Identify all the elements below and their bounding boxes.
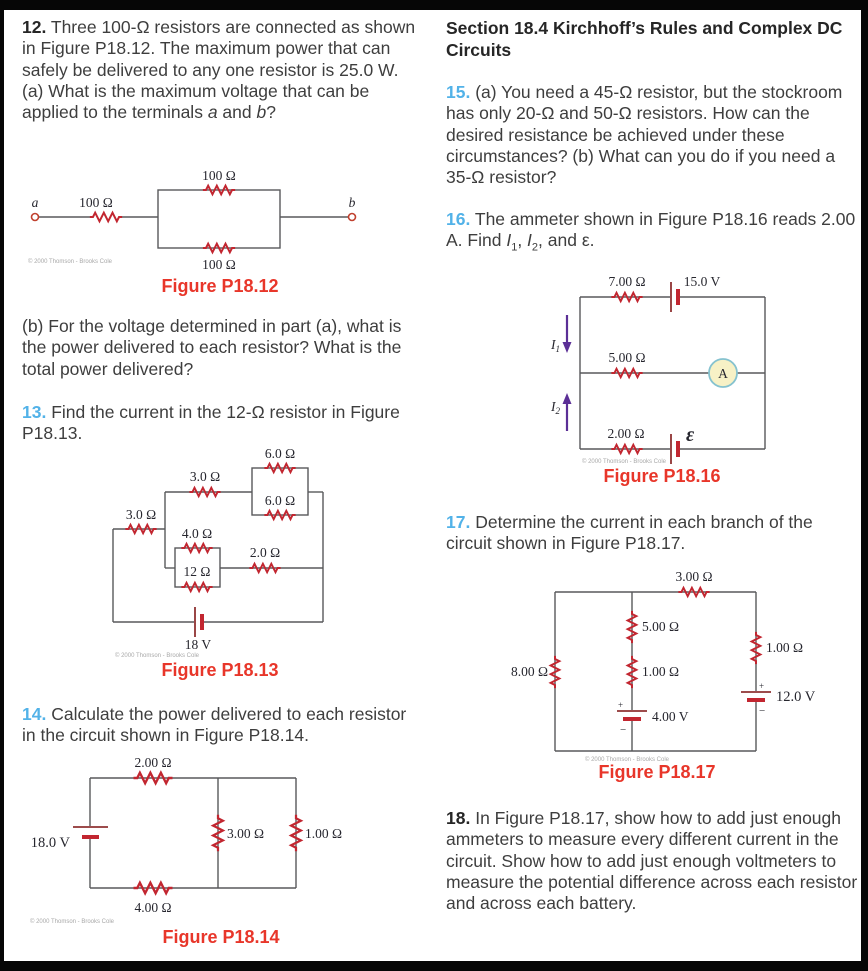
terminal-a: [32, 214, 39, 221]
resistor-label: 1.00 Ω: [305, 826, 343, 841]
resistor-label: 8.00 Ω: [510, 664, 548, 679]
figure-p18-14-caption: Figure P18.14: [162, 927, 280, 947]
current-i1-label: $I_1$: [551, 337, 560, 354]
problem-15: [446, 82, 860, 188]
terminal-b: [349, 214, 356, 221]
problem-12-number: 12.: [22, 17, 47, 37]
problem-17-text: Determine the current in each branch of the circuit shown in Figure P18.17.: [446, 512, 813, 554]
minus-sign: −: [759, 705, 766, 717]
frame-left: [0, 10, 4, 961]
battery-label: 18.0 V: [30, 835, 70, 851]
problem-12: 12. Three 100-Ω resistors are connected as shown in Figure P18.12. The maximum power that can safely be delivered to any one resistor is 25.0 W. (a) What is the maximum voltage that can be applied to the terminals a and b?: [22, 17, 416, 123]
resistor-label: 2.0 Ω: [249, 545, 281, 560]
resistor-label: 5.00 Ω: [608, 350, 646, 365]
resistor-label: 3.00 Ω: [675, 570, 713, 584]
figure-p18-16-caption: Figure P18.16: [603, 466, 721, 486]
problem-16-text: The ammeter shown in Figure P18.16 reads 2.00 A. Find: [446, 209, 856, 251]
figure-p18-12-circuit: [10, 163, 420, 275]
current-i1-ref: I: [506, 230, 512, 251]
problem-17: [446, 512, 860, 555]
battery-label: 18 V: [184, 637, 212, 652]
battery-label: 4.00 V: [652, 709, 689, 724]
figure-p18-14-circuit: [20, 755, 365, 927]
battery-label: 15.0 V: [683, 274, 721, 289]
figure-p18-17-circuit: [505, 570, 830, 765]
resistor-label: 3.00 Ω: [227, 826, 265, 841]
section-heading: Section 18.4 Kirchhoff’s Rules and Complex DC Circuits: [446, 18, 843, 60]
frame-top: [0, 0, 868, 10]
problem-15-number: 15.: [446, 82, 471, 102]
resistor-label: 100 Ω: [202, 257, 236, 272]
problem-14-number: 14.: [22, 704, 47, 724]
resistor-label: 2.00 Ω: [607, 426, 645, 441]
copyright: © 2000 Thomson - Brooks Cole: [115, 653, 200, 659]
resistor-label: 4.0 Ω: [181, 526, 213, 541]
figure-p18-13-circuit: [90, 445, 380, 659]
terminal-a-label: a: [31, 195, 39, 210]
resistor-label: 5.00 Ω: [642, 619, 680, 634]
problem-13-text: Find the current in the 12-Ω resistor in Figure P18.13.: [22, 402, 400, 444]
resistor-label: 3.0 Ω: [125, 507, 157, 522]
figure-p18-12-caption: Figure P18.12: [161, 276, 279, 296]
resistor-label: 6.0 Ω: [264, 446, 296, 461]
arrowhead-down-icon: [563, 342, 572, 353]
resistor-label: 3.0 Ω: [189, 469, 221, 484]
problem-18-text: In Figure P18.17, show how to add just enough ammeters to measure every different current in the circuit. Show how to add just enough voltmeters to measure the potential difference across each resistor and across each battery.: [446, 808, 858, 914]
resistor-label: 1.00 Ω: [766, 640, 804, 655]
figure-p18-13-caption: Figure P18.13: [161, 660, 279, 680]
resistor-label: 6.0 Ω: [264, 493, 296, 508]
problem-18-number: 18.: [446, 808, 471, 828]
copyright: © 2000 Thomson - Brooks Cole: [30, 919, 115, 925]
problem-12-text: Three 100-Ω resistors are connected as shown in Figure P18.12. The maximum power that can safely be delivered to any one resistor is 25.0 W. (a) What is the maximum voltage that can be applied to the terminals: [22, 17, 416, 123]
plus-sign: +: [759, 681, 765, 691]
emf-label: ε: [686, 424, 695, 446]
emf-ref: ε: [581, 230, 590, 251]
copyright: © 2000 Thomson - Brooks Cole: [582, 459, 667, 465]
minus-sign: −: [620, 724, 627, 736]
problem-16-number: 16.: [446, 209, 471, 229]
problem-18: [446, 808, 860, 914]
problem-16: 16. The ammeter shown in Figure P18.16 reads 2.00 A. Find $I_1$, $I_2$, and ε.: [446, 209, 856, 254]
problem-15-text: (a) You need a 45-Ω resistor, but the stockroom has only 20-Ω and 50-Ω resistors. How can the desired resistance be achieved under these circumstances? (b) What can you do if you need a 35-Ω resistor?: [446, 82, 843, 188]
problem-17-number: 17.: [446, 512, 471, 532]
figure-p18-16-circuit: [540, 265, 832, 470]
problem-13: [22, 402, 420, 445]
resistor-label: 7.00 Ω: [608, 274, 646, 289]
current-i2-ref: I: [527, 230, 532, 251]
battery-label: 12.0 V: [776, 689, 816, 705]
terminal-b-label: b: [348, 195, 356, 210]
resistor-label: 2.00 Ω: [134, 755, 172, 770]
resistor-label: 1.00 Ω: [642, 664, 680, 679]
arrowhead-up-icon: [563, 393, 572, 404]
problem-13-number: 13.: [22, 402, 47, 422]
resistor-label: 12 Ω: [183, 564, 211, 579]
copyright: © 2000 Thomson - Brooks Cole: [28, 259, 113, 265]
resistor-100-series: [90, 213, 122, 222]
frame-bottom: [0, 961, 868, 971]
problem-14-text: Calculate the power delivered to each resistor in the circuit shown in Figure P18.14.: [22, 704, 407, 746]
ammeter-label: A: [718, 366, 728, 381]
problem-12b: (b) For the voltage determined in part (a), what is the power delivered to each resistor? What is the total power delivered?: [22, 316, 402, 379]
resistor-label: 100 Ω: [79, 195, 113, 210]
frame-right: [861, 10, 868, 961]
terminal-a-ref: a: [207, 102, 218, 123]
current-i2-label: $I_2$: [551, 399, 560, 416]
plus-sign: +: [618, 700, 624, 710]
figure-p18-17-caption: Figure P18.17: [598, 762, 716, 782]
resistor-label: 4.00 Ω: [134, 900, 172, 915]
copyright: © 2000 Thomson - Brooks Cole: [585, 757, 670, 763]
resistor-label: 100 Ω: [202, 168, 236, 183]
problem-14: [22, 704, 422, 747]
terminal-b-ref: b: [256, 102, 267, 123]
